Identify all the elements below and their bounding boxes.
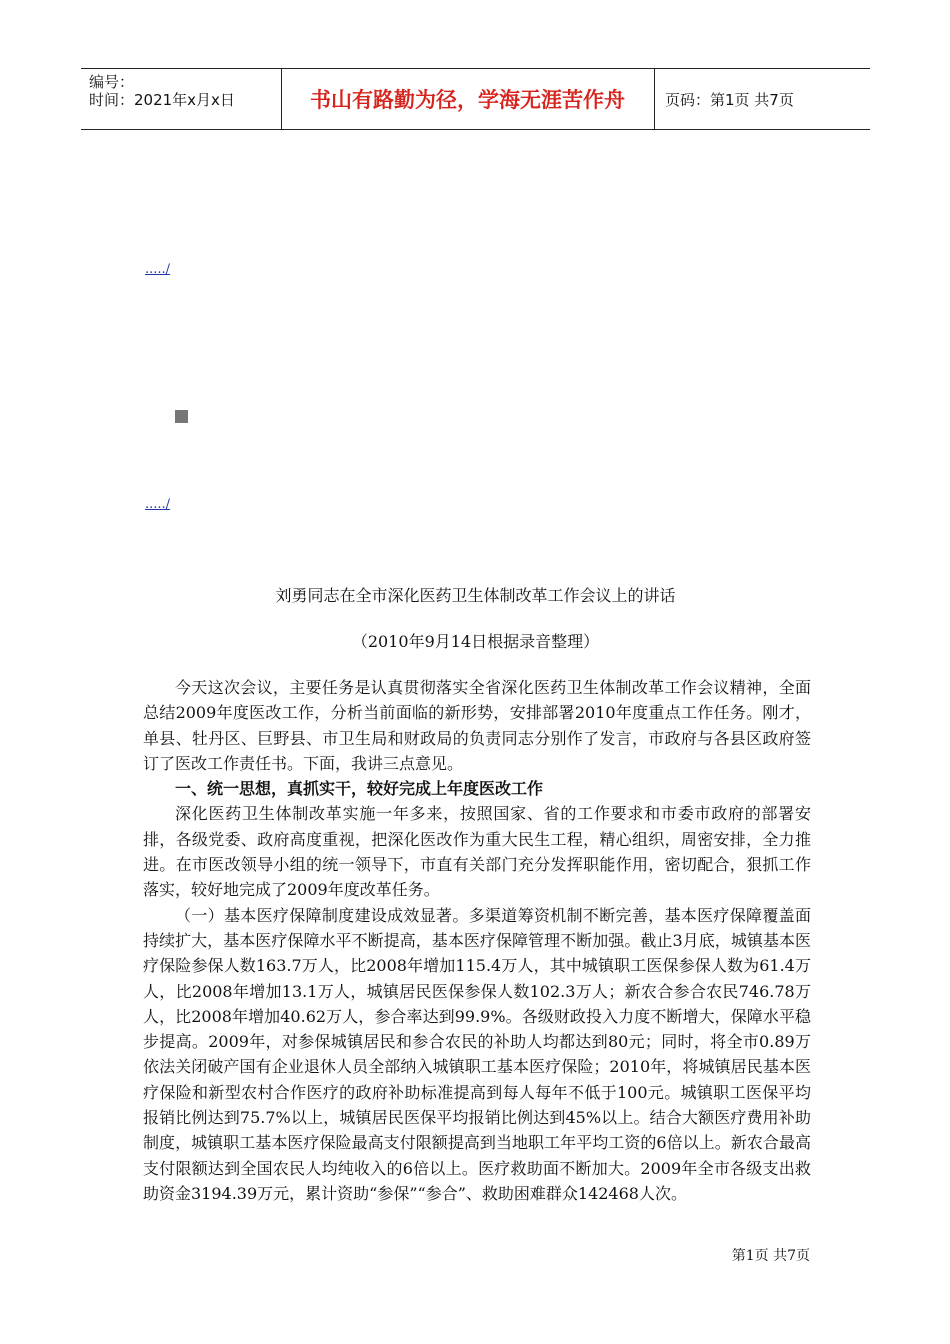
header-page-info: 页码：第1页 共7页 bbox=[665, 90, 794, 109]
document-title: 刘勇同志在全市深化医药卫生体制改革工作会议上的讲话 bbox=[275, 586, 676, 605]
paragraph-insurance: （一）基本医疗保障制度建设成效显著。多渠道筹资机制不断完善，基本医疗保障覆盖面持续扩大，基本医疗保障水平不断提高，基本医疗保障管理不断加强。截止3月底，城镇基本医疗保险参保人数163.7万人，比2008年增加115.4万人，其中城镇职工医保参保人数为61.4万人，比2008年增加13.1万人，城镇居民医保参保人数102.3万人；新农合参合农民746.78万人，比2008年增加40.62万人，参合率达到99.9%。各级财政投入力度不断增大，保障水平稳步提高。2009年，对参保城镇居民和参合农民的补助人均都达到80元；同时，将全市0.89万依法关闭破产国有企业退休人员全部纳入城镇职工基本医疗保险；2010年，将城镇居民基本医疗保险和新型农村合作医疗的政府补助标准提高到每人每年不低于100元。城镇职工医保平均报销比例达到75.7%以上，城镇居民医保平均报销比例达到45%以上。结合大额医疗费用补助制度，城镇职工基本医疗保险最高支付限额提高到当地职工年平均工资的6倍以上。新农合最高支付限额达到全国农民人均纯收入的6倍以上。医疗救助面不断加大。2009年全市各级支出救助资金3194.39万元，累计资助“参保”“参合”、救助困难群众142468人次。 bbox=[143, 905, 811, 1203]
number-label: 编号： bbox=[89, 73, 135, 91]
bullet-square-icon bbox=[175, 410, 188, 423]
dots-link-2[interactable]: ...../ bbox=[145, 497, 171, 512]
section-heading-1: 一、统一思想，真抓实干，较好完成上年度医改工作 bbox=[175, 779, 544, 799]
header-motto: 书山有路勤为径，学海无涯苦作舟 bbox=[281, 69, 655, 129]
header-table bbox=[81, 68, 870, 130]
dots-link-1[interactable]: ...../ bbox=[145, 262, 171, 277]
page-footer: 第1页 共7页 bbox=[731, 1248, 810, 1264]
time-label: 时间：2021年x月x日 bbox=[89, 91, 235, 109]
paragraph-intro: 今天这次会议，主要任务是认真贯彻落实全省深化医药卫生体制改革工作会议精神，全面总结2009年度医改工作，分析当前面临的新形势，安排部署2010年度重点工作任务。刚才，单县、牡丹区、巨野县、市卫生局和财政局的负责同志分别作了发言，市政府与各县区政府签订了医改工作责任书。下面，我讲三点意见。 bbox=[143, 678, 811, 773]
header-left-cell bbox=[81, 69, 282, 129]
document-subtitle: （2010年9月14日根据录音整理） bbox=[351, 632, 600, 651]
paragraph-overview: 深化医药卫生体制改革实施一年多来，按照国家、省的工作要求和市委市政府的部署安排，各级党委、政府高度重视，把深化医改作为重大民生工程，精心组织，周密安排，全力推进。在市医改领导小组的统一领导下，市直有关部门充分发挥职能作用，密切配合，狠抓工作落实，较好地完成了2009年度改革任务。 bbox=[143, 804, 811, 900]
document-body bbox=[143, 675, 811, 1206]
